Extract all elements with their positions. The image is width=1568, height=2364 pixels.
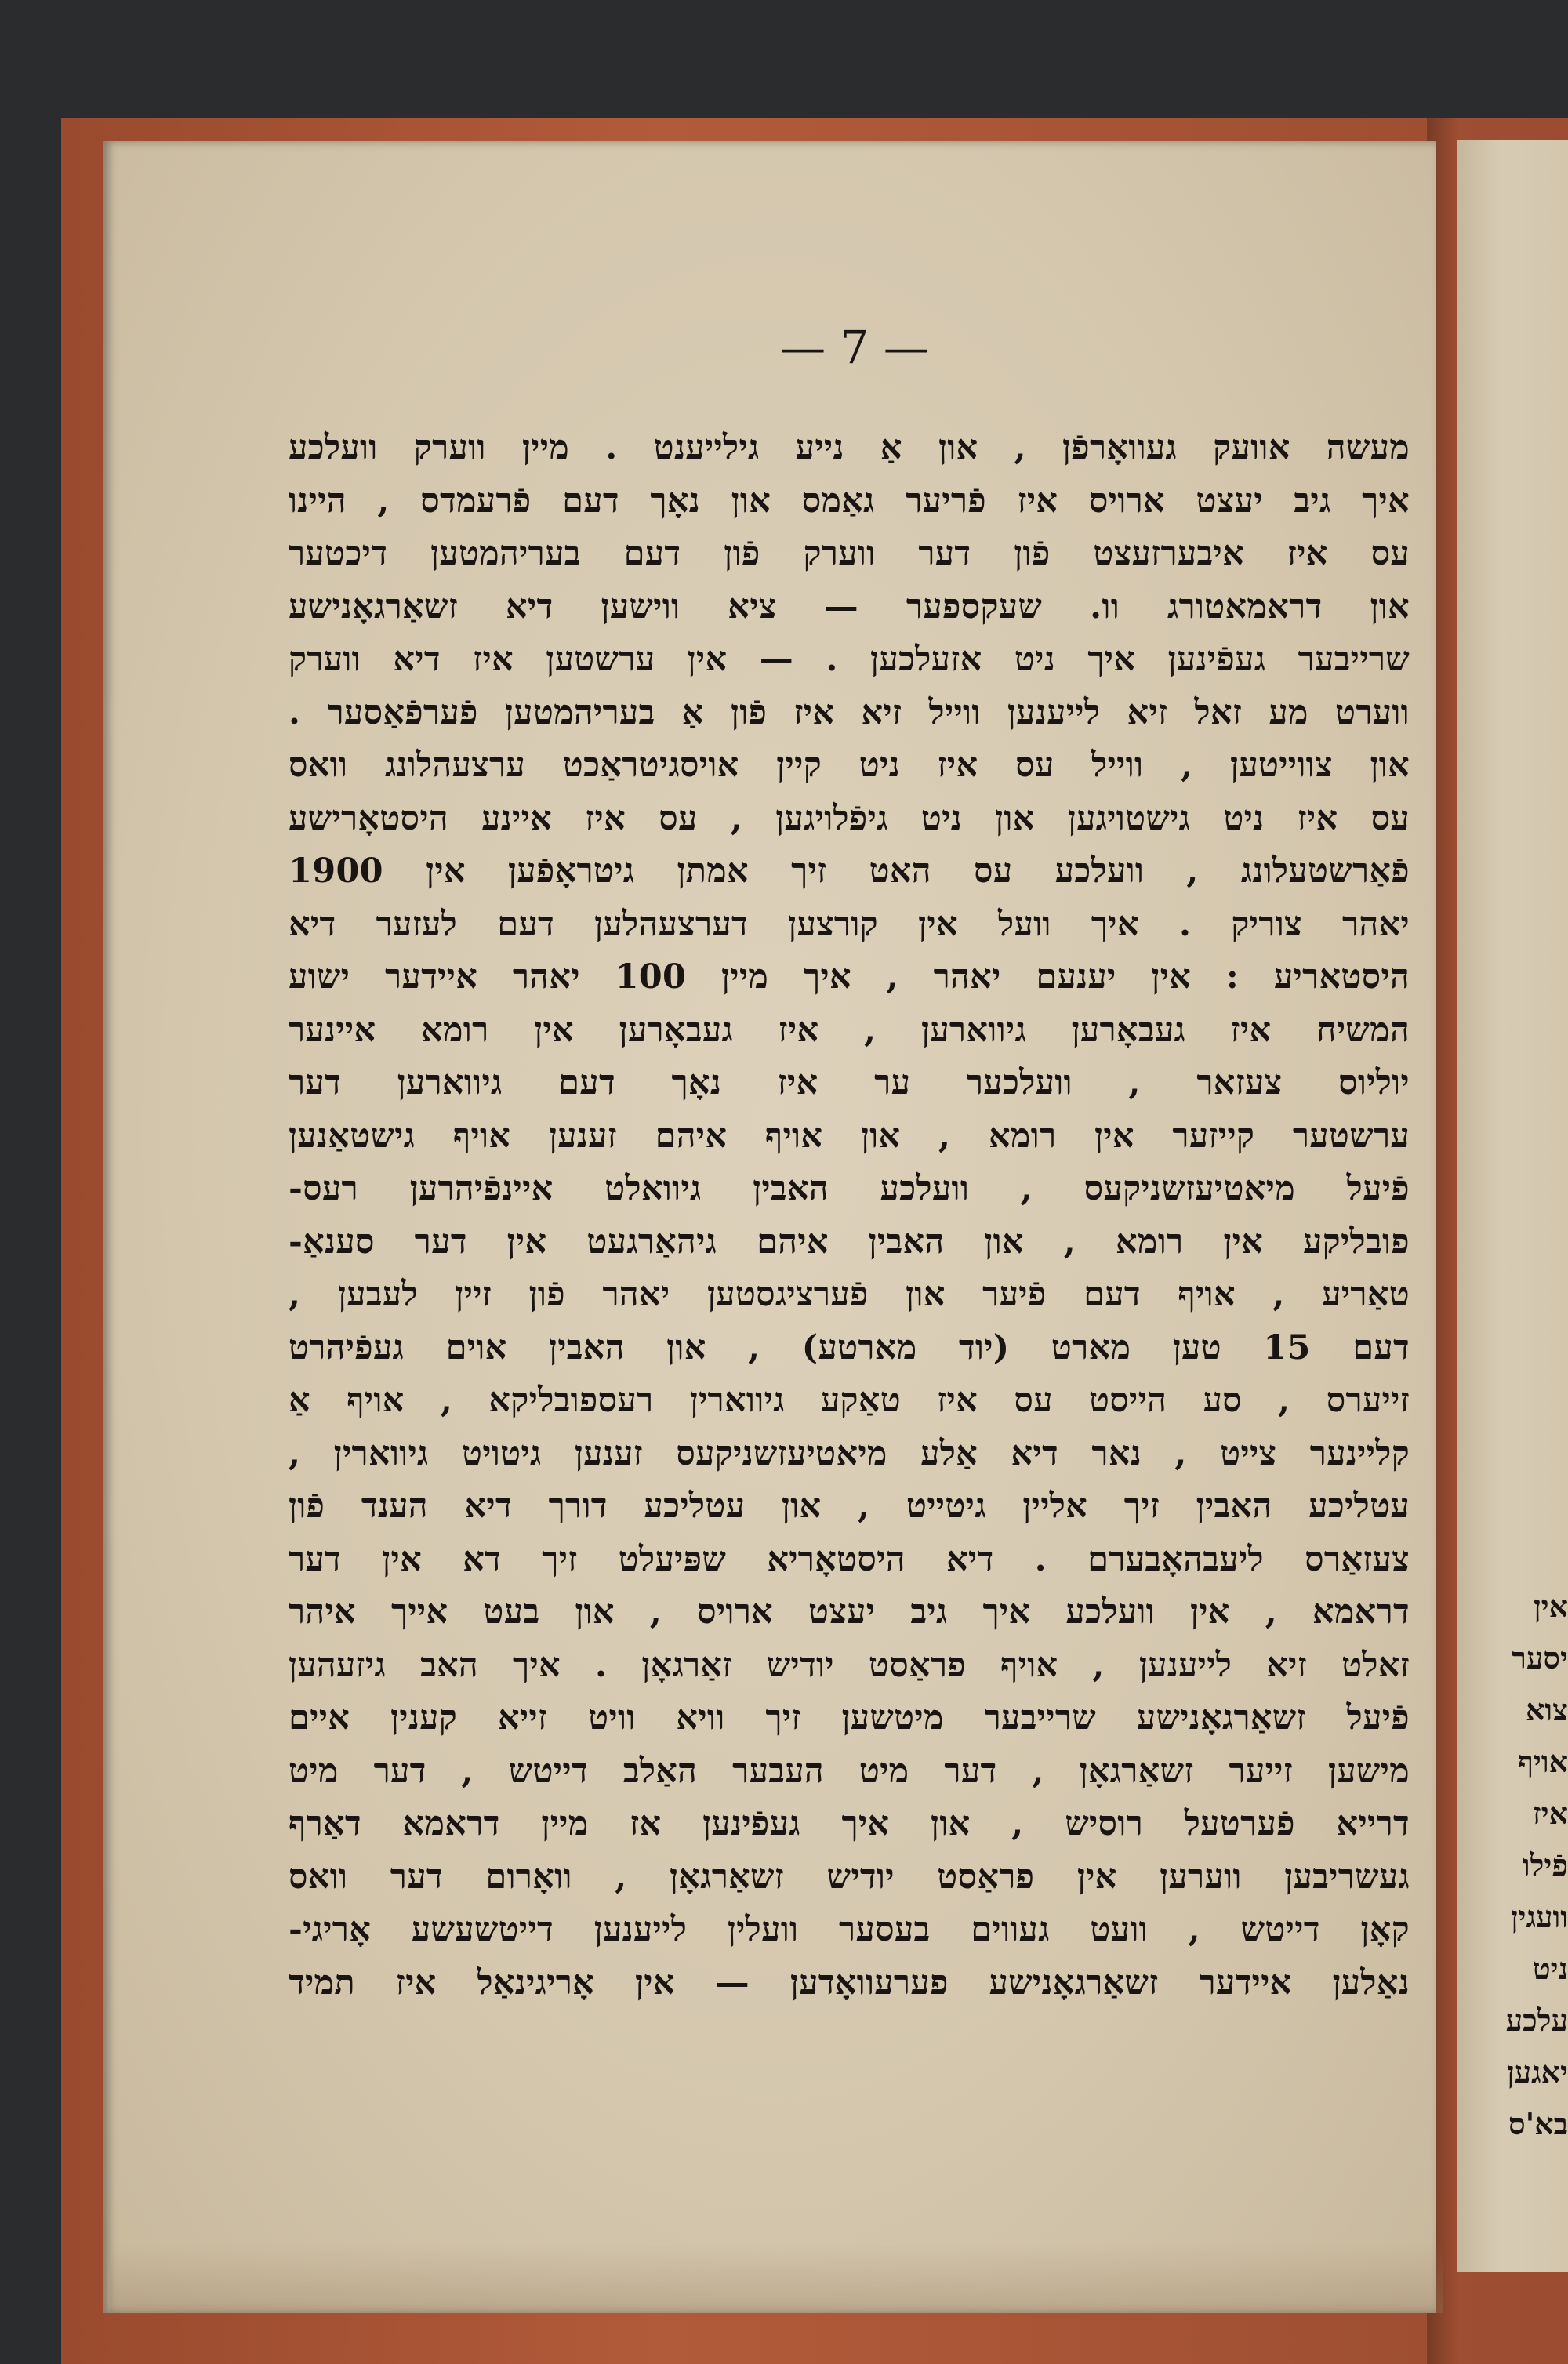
facing-text-fragment: יאגען: [1506, 2054, 1568, 2090]
facing-text-fragment: ניט: [1532, 1951, 1568, 1986]
text-line: היסטאריע : אין יענעם יאהר , איך מיין 100 יאהר איידער ישוע: [289, 957, 1410, 997]
text-line: קאָן דייטש , וועט געווים בעסער וועלין לייענען דייטשעשע אָריגי-: [289, 1910, 1410, 1949]
text-line: און דראמאטורג וו. שעקספער — ציא ווישען דיא זשאַרגאָנישע: [289, 586, 1410, 626]
right-page-edge: [1457, 140, 1568, 2272]
facing-text-fragment: צוא: [1525, 1692, 1568, 1727]
text-line: טאַריע , אויף דעם פֿיער און פֿערציגסטען יאהר פֿון זיין לעבען ,: [289, 1275, 1410, 1314]
text-line: דעם 15 טען מארט (יוד מארטע) , און האבין אוים געפֿיהרט: [289, 1327, 1410, 1367]
text-line: פֿאַרשטעלונג , וועלכע עס האט זיך אמתן גיטראָפֿען אין 1900: [289, 852, 1410, 891]
body-text: [289, 422, 1410, 2010]
facing-text-fragment: איז: [1533, 1796, 1568, 1831]
facing-text-fragment: עלכע: [1505, 2003, 1568, 2038]
text-line: צעזאַרס ליעבהאָבערם . דיא היסטאָריא שפּיעלט זיך דא אין דער: [289, 1539, 1410, 1579]
text-line: דרייא פֿערטעל רוסיש , און איך געפֿינען אז מיין דראמא דאַרף: [289, 1804, 1410, 1843]
text-line: און צווייטען , ווייל עס איז ניט קיין אויסגיטראַכט ערצעהלונג וואס: [289, 746, 1410, 785]
page-stain: [110, 2242, 1443, 2313]
facing-text-fragment: יסער: [1512, 1640, 1568, 1676]
facing-text-fragment: אין: [1533, 1589, 1568, 1624]
text-line: פֿיעל מיאטיעזשניקעס , וועלכע האבין גיוואלט איינפֿיהרען רעס-: [289, 1169, 1410, 1208]
facing-page-fragments: [1460, 1581, 1568, 2150]
text-line: ערשטער קייזער אין רומא , און אויף איהם זענען אויף גישטאַנען: [289, 1116, 1410, 1156]
text-line: שרייבער געפֿינען איך ניט אזעלכען . — אין ערשטען איז דיא ווערק: [289, 640, 1410, 679]
facing-text-fragment: בא'ס: [1508, 2106, 1568, 2141]
text-line: עס איז איבערזעצט פֿון דער ווערק פֿון דעם בעריהמטען דיכטער: [289, 534, 1410, 573]
text-line: דראמא , אין וועלכע איך גיב יעצט ארויס , און בעט אייך איהר: [289, 1592, 1410, 1632]
text-line: עטליכע האבין זיך אליין גיטייט , און עטליכע דורך דיא הענד פֿון: [289, 1487, 1410, 1526]
text-line: עס איז ניט גישטויגען און ניט גיפֿלויגען , עס איז איינע היסטאָרישע: [289, 798, 1410, 838]
facing-text-fragment: אויף: [1518, 1744, 1568, 1779]
facing-text-fragment: פֿילו: [1522, 1847, 1568, 1883]
text-line: יאהר צוריק . איך וועל אין קורצען דערצעהלען דעם לעזער דיא: [289, 904, 1410, 944]
text-line: געשריבען ווערען אין פראַסט יודיש זשאַרגאָן , וואָרום דער וואס: [289, 1857, 1410, 1897]
text-line: זייערס , סע הייסט עס איז טאַקע גיווארין רעספובליקא , אויף אַ: [289, 1381, 1410, 1420]
text-line: נאַלען איידער זשאַרגאָנישע פערעוואָדען — אין אָריגינאַל איז תמיד: [289, 1963, 1410, 2003]
text-line: יוליוס צעזאר , וועלכער ער איז נאָך דעם גיווארען דער: [289, 1063, 1410, 1102]
text-line: מעשה אוועק געוואָרפֿן , און אַ נייע גילייענט . מיין ווערק וועלכע: [289, 428, 1410, 467]
text-line: ווערט מע זאל זיא לייענען ווייל זיא איז פֿון אַ בעריהמטען פֿערפֿאַסער .: [289, 692, 1410, 732]
page-number: — 7 —: [780, 321, 929, 374]
text-line: פובליקע אין רומא , און האבין איהם גיהאַרגעט אין דער סענאַ-: [289, 1222, 1410, 1262]
text-line: זאלט זיא לייענען , אויף פראַסט יודיש זאַרגאָן . איך האב גיזעהען: [289, 1645, 1410, 1685]
text-line: קליינער צייט , נאר דיא אַלע מיאטיעזשניקעס זענען גיטויט גיווארין ,: [289, 1433, 1410, 1473]
text-line: מישען זייער זשאַרגאָן , דער מיט העבער האַלב דייטש , דער מיט: [289, 1751, 1410, 1791]
text-line: פֿיעל זשאַרגאָנישע שרייבער מיטשען זיך וויא וויט זייא קענין איים: [289, 1698, 1410, 1738]
facing-text-fragment: וועגין: [1510, 1899, 1568, 1934]
text-line: איך גיב יעצט ארויס איז פֿריער גאַמס און נאָך דעם פֿרעמדס , היינו: [289, 481, 1410, 521]
text-line: המשיח איז געבאָרען גיווארען , איז געבאָרען אין רומא איינער: [289, 1010, 1410, 1050]
